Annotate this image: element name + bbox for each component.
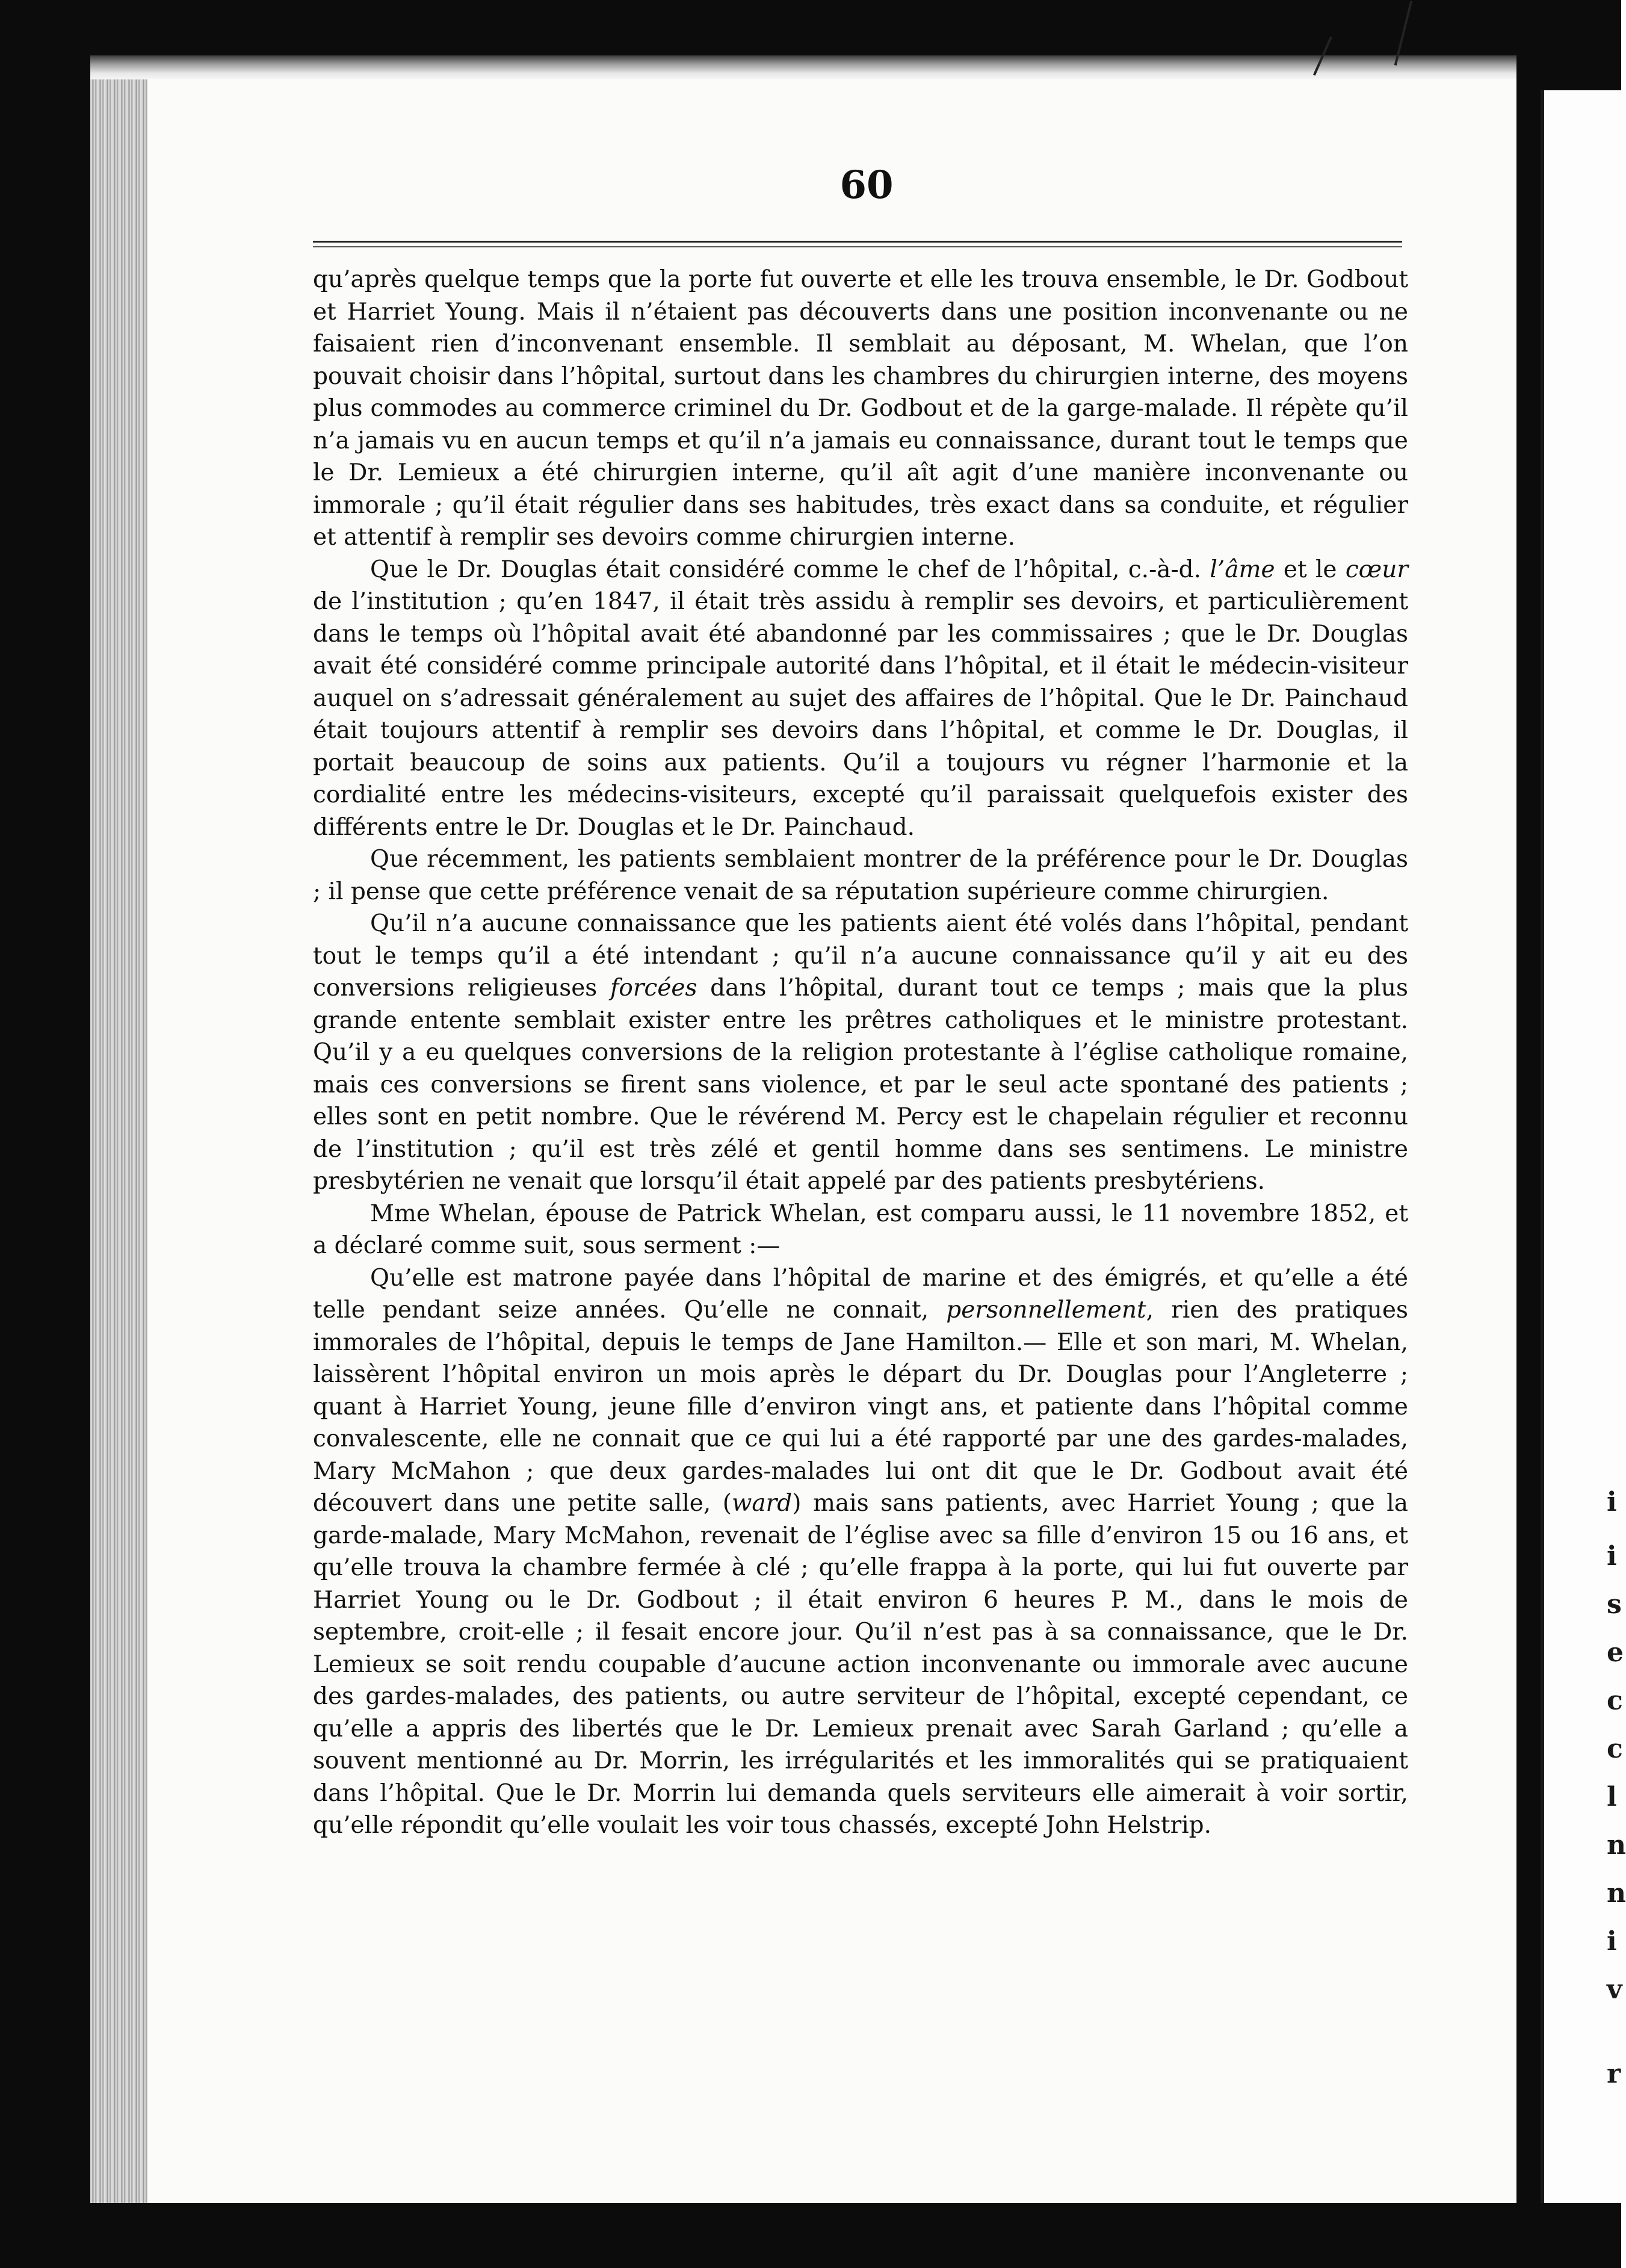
text-run: Que récemment, les patients semblaient montrer de la préférence pour le Dr. Douglas ; il pense que cette préférence venait de sa réputation supérieure comme chirurgien. [313, 846, 1408, 905]
text-run: , rien des pratiques immorales de l’hôpital, depuis le temps de Jane Hamilton.— Elle et son mari, M. Whelan, laissèrent l’hôpital environ un mois après le départ du Dr. Douglas pour l’Angleterre ; quant à Harriet Young, jeune fille d’environ vingt ans, et patiente dans l’hôpital comme convalescente, elle ne connait que ce qui lui a été rapporté par une des gardes-malades, Mary McMahon ; que deux gardes-malades lui ont dit que le Dr. Godbout avait été découvert dans une petite salle, ( [313, 1297, 1408, 1517]
page-stack-top-edge [90, 55, 1516, 79]
paragraph [313, 843, 1408, 908]
adjacent-page-letter: i [1607, 1541, 1617, 1572]
italic-text: ward [732, 1490, 793, 1517]
scan-border-bottom [0, 2203, 1621, 2268]
adjacent-page-letter: n [1607, 1878, 1626, 1909]
text-run: Que le Dr. Douglas était considéré comme le chef de l’hôpital, c.-à-d. [370, 556, 1210, 583]
paragraph [313, 1262, 1408, 1842]
page-body-text [313, 264, 1408, 1842]
adjacent-page-letter: c [1607, 1685, 1623, 1716]
page-number: 60 [839, 163, 894, 208]
text-run: Qu’il n’a aucune connaissance que les patients aient été volés dans l’hôpital, pendant tout le temps qu’il a été intendant ; qu’il n’a aucune connaissance qu’il y ait eu des conversions religieuses [313, 910, 1408, 1002]
paragraph [313, 554, 1408, 844]
adjacent-page-letter: i [1607, 1487, 1617, 1517]
text-run: ) mais sans patients, avec Harriet Young ; que la garde-malade, Mary McMahon, revenait de l’église avec sa fille d’environ 15 ou 16 ans, et qu’elle trouva la chambre fermée à clé ; qu’elle frappa à la porte, qui lui fut ouverte par Harriet Young ou le Dr. Godbout ; il était environ 6 heures P. M., dans le mois de septembre, croit-elle ; il fesait encore jour. Qu’il n’est pas à sa connaissance, que le Dr. Lemieux se soit rendu coupable d’aucune action inconvenante ou immorale avec aucune des gardes-malades, des patients, ou autre serviteur de l’hôpital, excepté cependant, ce qu’elle a appris des libertés que le Dr. Lemieux prenait avec Sarah Garland ; qu’elle a souvent mentionné au Dr. Morrin, les irrégularités et les immoralités qui se pratiquaient dans l’hôpital. Que le Dr. Morrin lui demanda quels serviteurs elle aimerait à voir sortir, qu’elle répondit qu’elle voulait les voir tous chassés, excepté John Helstrip. [313, 1490, 1408, 1839]
text-run: de l’institution ; qu’en 1847, il était très assidu à remplir ses devoirs, et particulièrement dans le temps où l’hôpital avait été abandonné par les commissaires ; que le Dr. Douglas avait été considéré comme principale autorité dans l’hôpital, et il était le médecin-visiteur auquel on s’adressait généralement au sujet des affaires de l’hôpital. Que le Dr. Painchaud était toujours attentif à remplir ses devoirs dans l’hôpital, et comme le Dr. Douglas, il portait beaucoup de soins aux patients. Qu’il a toujours vu régner l’harmonie et la cordialité entre les médecins-visiteurs, excepté qu’il paraissait quelquefois exister des différents entre le Dr. Douglas et le Dr. Painchaud. [313, 588, 1408, 841]
scan-border-left [0, 0, 90, 2268]
italic-text: personnellement [946, 1297, 1146, 1324]
adjacent-page-letter: v [1607, 1974, 1622, 2005]
paragraph [313, 908, 1408, 1198]
header-rule [313, 241, 1402, 247]
italic-text: forcées [610, 974, 697, 1002]
adjacent-page-letter: s [1607, 1589, 1622, 1620]
adjacent-page-letter: e [1607, 1637, 1624, 1668]
adjacent-page-letter: c [1607, 1734, 1623, 1764]
text-run: Mme Whelan, épouse de Patrick Whelan, est comparu aussi, le 11 novembre 1852, et a déclaré comme suit, sous serment :— [313, 1200, 1408, 1259]
adjacent-page-letter: i [1607, 1926, 1617, 1957]
text-run: dans l’hôpital, durant tout ce temps ; mais que la plus grande entente semblait exister entre les prêtres catholiques et le ministre protestant. Qu’il y a eu quelques conversions de la religion protestante à l’église catholique romaine, mais ces conversions se firent sans violence, et par le seul acte spontané des patients ; elles sont en petit nombre. Que le révérend M. Percy est le chapelain régulier et reconnu de l’institution ; qu’il est très zélé et gentil homme dans ses sentimens. Le ministre presbytérien ne venait que lorsqu’il était appelé par des patients presbytériens. [313, 974, 1408, 1195]
text-run: Qu’elle est matrone payée dans l’hôpital de marine et des émigrés, et qu’elle a été telle pendant seize années. Qu’elle ne connait, [313, 1264, 1408, 1324]
italic-text: cœur [1345, 556, 1409, 583]
text-run: qu’après quelque temps que la porte fut ouverte et elle les trouva ensemble, le Dr. Godbout et Harriet Young. Mais il n’étaient pas découverts dans une position inconvenante ou ne faisaient rien d’inconvenant ensemble. Il semblait au déposant, M. Whelan, que l’on pouvait choisir dans l’hôpital, surtout dans les chambres du chirurgien interne, des moyens plus commodes au commerce criminel du Dr. Godbout et de la garge-malade. Il répète qu’il n’a jamais vu en aucun temps et qu’il n’a jamais eu connaissance, durant tout le temps que le Dr. Lemieux a été chirurgien interne, qu’il aît agit d’une manière inconvenante ou immorale ; qu’il était régulier dans ses habitudes, très exact dans sa conduite, et régulier et attentif à remplir ses devoirs comme chirurgien interne. [313, 266, 1408, 551]
adjacent-page-letter: r [1607, 2059, 1621, 2089]
adjacent-page-letter: n [1607, 1830, 1626, 1861]
scan-border-top [0, 0, 1621, 55]
adjacent-page-letter: l [1607, 1782, 1617, 1812]
paragraph [313, 264, 1408, 554]
page-stack-edges [90, 55, 147, 2203]
text-run: et le [1275, 556, 1346, 583]
paragraph [313, 1198, 1408, 1262]
italic-text: l’âme [1210, 556, 1275, 583]
